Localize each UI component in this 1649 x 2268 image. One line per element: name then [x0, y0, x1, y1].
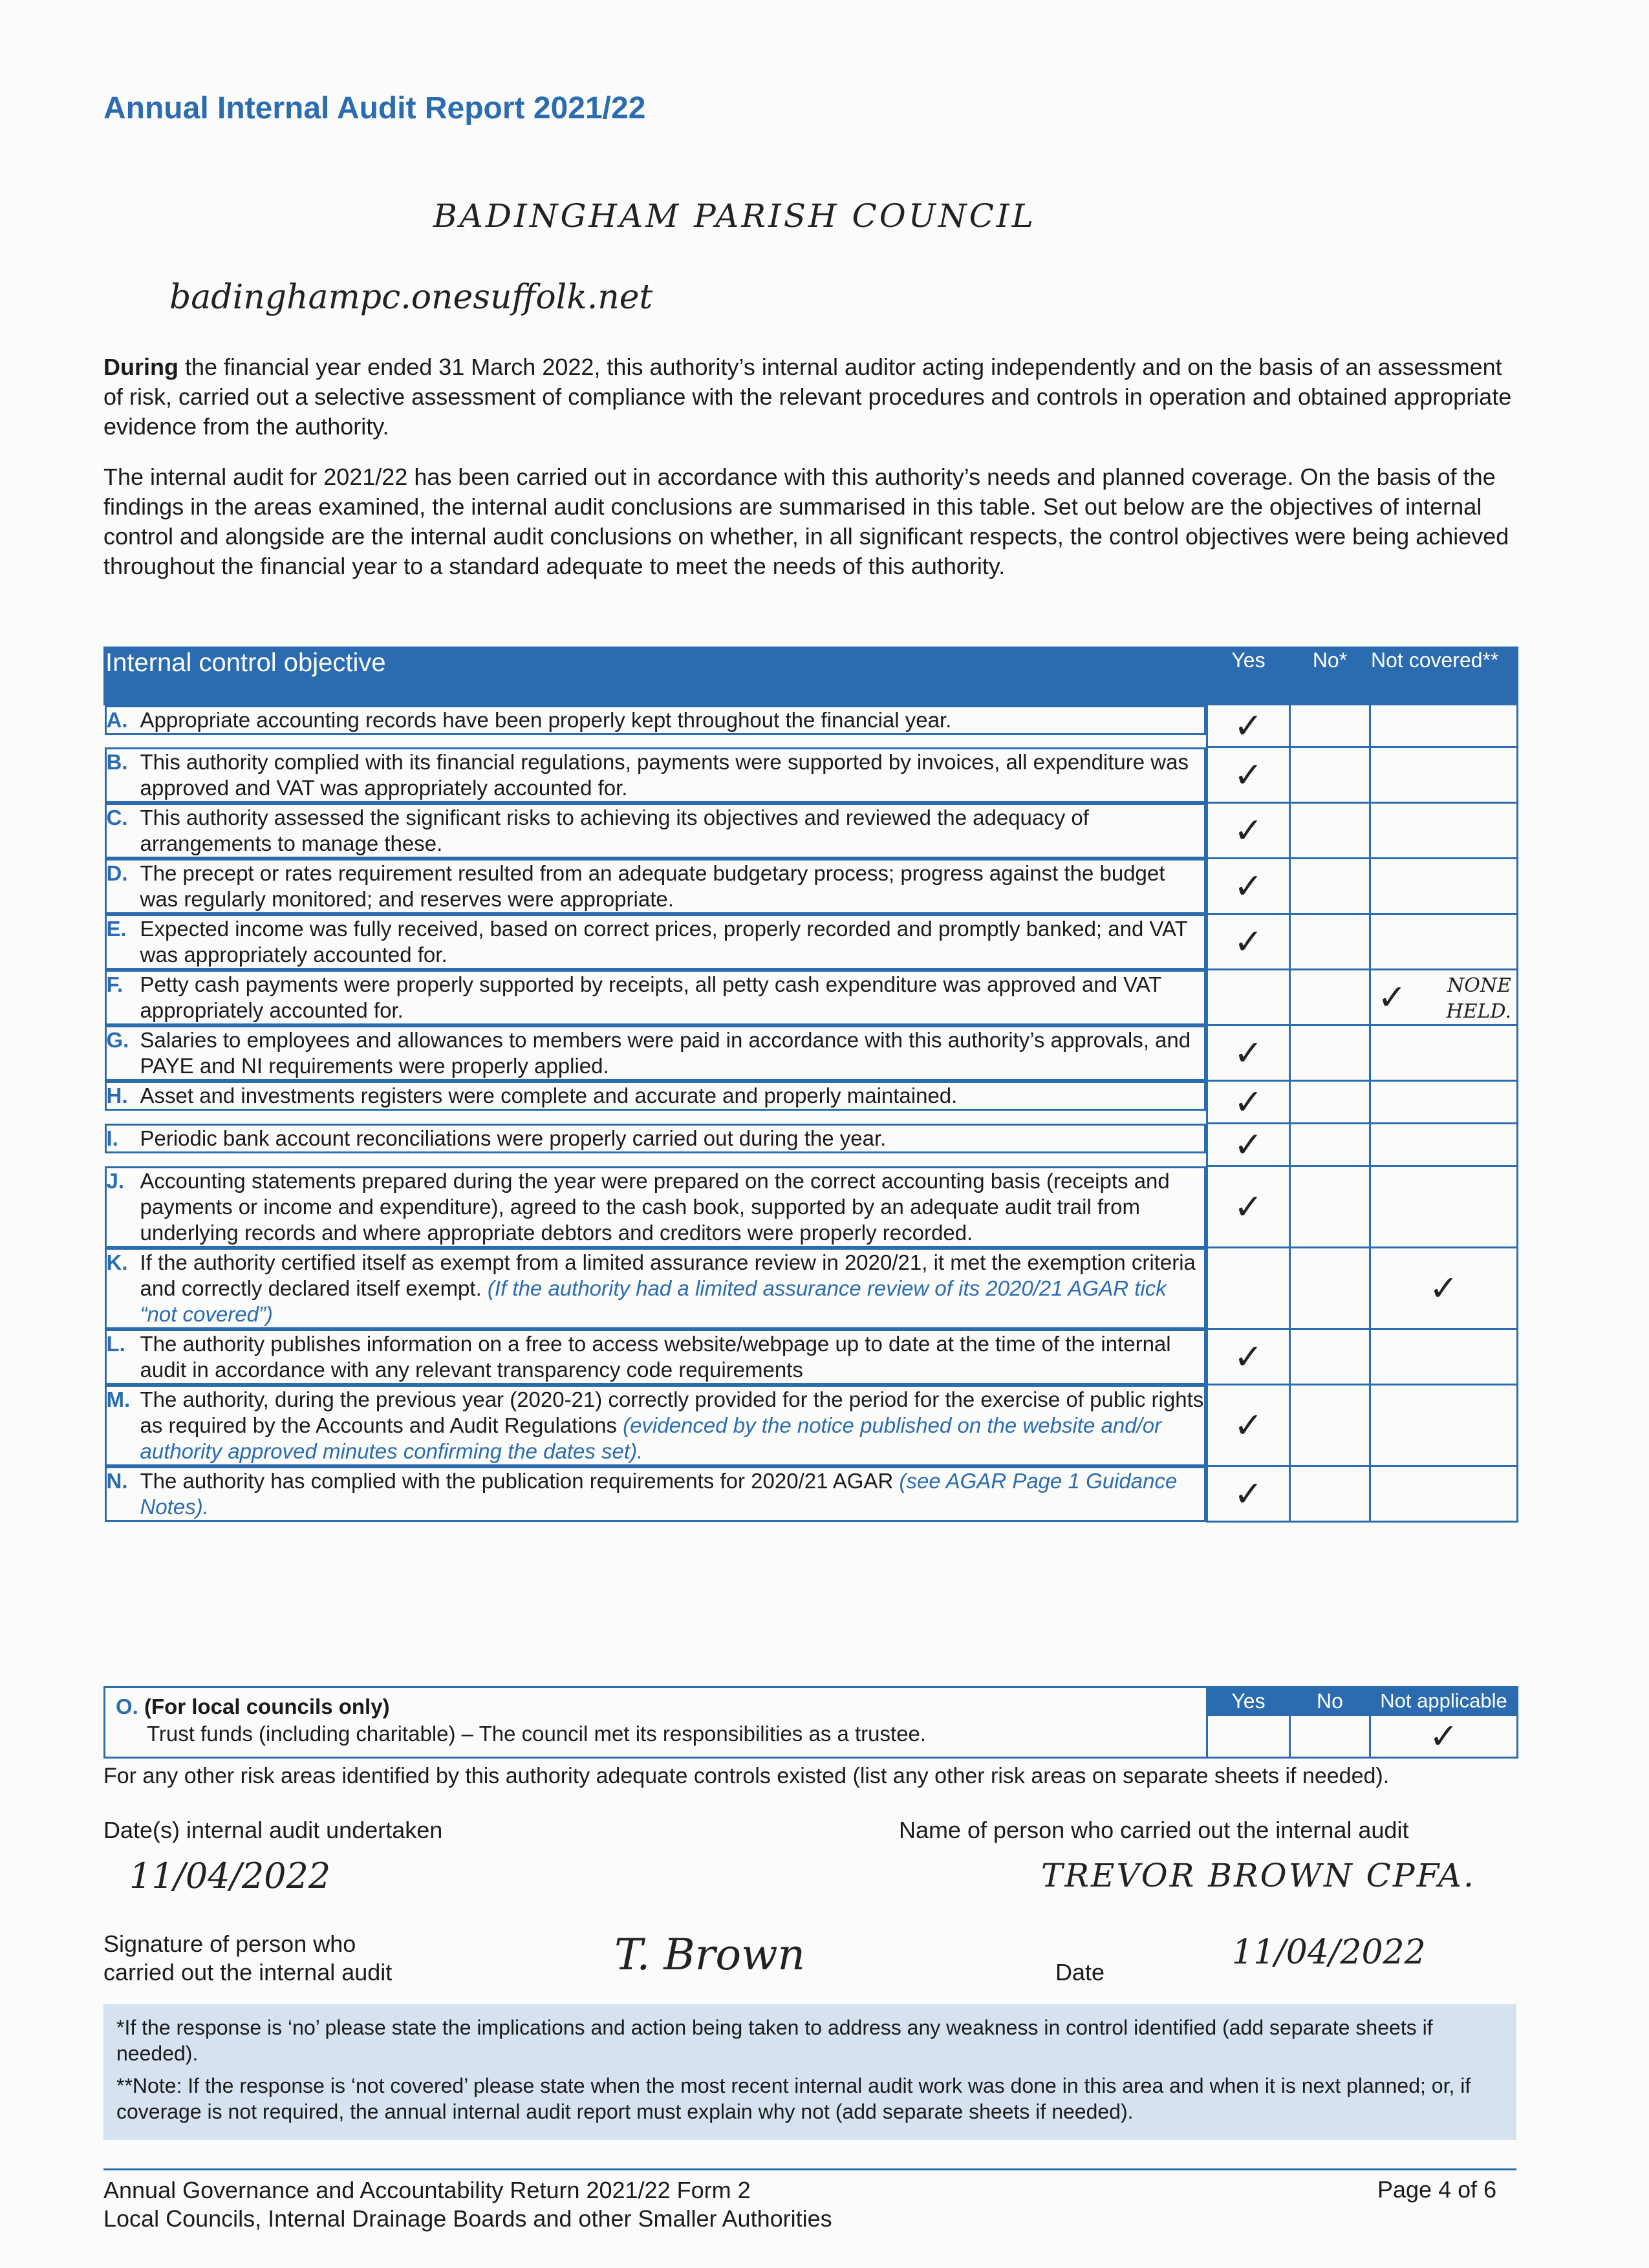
- answer-cell-yes[interactable]: [1207, 1025, 1290, 1081]
- control-text: The authority publishes information on a free to access website/webpage up to date at the time of the internal audit in accordance with any relevant transparency code requirements: [140, 1331, 1171, 1382]
- answer-cell-yes[interactable]: [1207, 859, 1290, 914]
- control-letter: J.: [106, 1168, 125, 1193]
- authority-website: badinghampc.onesuffolk.net: [169, 278, 653, 317]
- header-not-covered: Not covered**: [1370, 648, 1518, 705]
- answer-cell-yes[interactable]: [1207, 1081, 1290, 1124]
- signature-label: [103, 1930, 392, 1987]
- authority-name: BADINGHAM PARISH COUNCIL: [433, 197, 1036, 235]
- control-text-wrap: [140, 1387, 1205, 1464]
- control-objective: [105, 1385, 1207, 1466]
- row-o-header-na: Not applicable: [1370, 1687, 1518, 1715]
- control-text: Expected income was fully received, based on correct prices, properly recorded and promptly banked; and VAT was appropriately accounted for.: [140, 916, 1188, 967]
- row-o-no-cell[interactable]: [1290, 1715, 1370, 1758]
- answer-cell-yes[interactable]: [1207, 1124, 1290, 1166]
- control-letter: H.: [106, 1083, 128, 1107]
- answer-cell-no[interactable]: [1290, 747, 1370, 803]
- intro-lead: During: [103, 354, 178, 380]
- answer-cell-nc[interactable]: [1370, 1081, 1518, 1124]
- control-row: [105, 859, 1518, 914]
- check-mark-icon: ✓: [1233, 1405, 1264, 1446]
- control-text: Asset and investments registers were complete and accurate and properly maintained.: [140, 1083, 958, 1107]
- footer-line2: Local Councils, Internal Drainage Boards and other Smaller Authorities: [103, 2205, 832, 2232]
- handwritten-note: NONE HELD.: [1446, 974, 1511, 1023]
- header-no: No*: [1290, 648, 1370, 705]
- check-mark-icon: ✓: [1233, 810, 1264, 851]
- control-note: (evidenced by the notice published on the website and/or authority approved minutes confirming the dates set).: [140, 1413, 1162, 1463]
- answer-cell-nc[interactable]: [1370, 803, 1518, 859]
- answer-cell-no[interactable]: [1290, 1385, 1370, 1466]
- answer-cell-no[interactable]: [1290, 803, 1370, 859]
- control-text-wrap: [140, 972, 1205, 1023]
- check-mark-icon: ✓: [1233, 921, 1264, 962]
- check-mark-icon: ✓: [1233, 866, 1264, 906]
- answer-cell-no[interactable]: [1290, 914, 1370, 970]
- answer-cell-no[interactable]: [1290, 1466, 1370, 1522]
- control-text: The authority has complied with the publication requirements for 2020/21 AGAR: [140, 1468, 900, 1493]
- row-o-objective: [105, 1687, 1207, 1758]
- row-o-header-no: No: [1290, 1687, 1370, 1715]
- control-objective: [105, 1124, 1207, 1153]
- control-letter: E.: [106, 916, 127, 941]
- answer-cell-nc[interactable]: [1370, 1166, 1518, 1248]
- control-text-wrap: [140, 805, 1205, 857]
- signature-date-label: Date: [1055, 1959, 1105, 1985]
- control-text: This authority assessed the significant risks to achieving its objectives and reviewed the adequacy of arrangements to manage these.: [140, 805, 1089, 855]
- control-text-wrap: [140, 1168, 1205, 1246]
- check-mark-icon: ✓: [1233, 1124, 1264, 1165]
- control-letter: B.: [106, 749, 128, 774]
- page-number: Page 4 of 6: [1377, 2176, 1497, 2203]
- control-text-wrap: [140, 1126, 887, 1151]
- footer-divider: [103, 2168, 1516, 2170]
- answer-cell-nc[interactable]: [1370, 705, 1518, 747]
- row-o-na-cell[interactable]: [1370, 1715, 1518, 1758]
- control-letter: M.: [106, 1387, 131, 1411]
- control-text-wrap: [140, 1083, 958, 1109]
- answer-cell-nc[interactable]: [1370, 970, 1518, 1025]
- trust-funds-table: [103, 1686, 1518, 1759]
- control-text: Salaries to employees and allowances to members were paid in accordance with this authority’s approvals, and PAYE and NI requirements were properly applied.: [140, 1027, 1191, 1078]
- control-row: [105, 1329, 1518, 1385]
- control-row: [105, 1124, 1518, 1166]
- control-text: If the authority certified itself as exempt from a limited assurance review in 2020/21, it met the exemption criteria and correctly declared itself exempt.: [140, 1250, 1196, 1300]
- row-o-yes-cell[interactable]: [1207, 1715, 1290, 1758]
- control-objective: [105, 1248, 1207, 1329]
- other-risk-text: For any other risk areas identified by this authority adequate controls existed (list any other risk areas on separate sheets if needed).: [103, 1764, 1390, 1788]
- control-text-wrap: [140, 749, 1205, 801]
- footer-text: [103, 2176, 832, 2233]
- control-objective: [105, 1081, 1207, 1111]
- audit-dates-label: Date(s) internal audit undertaken: [103, 1817, 443, 1843]
- auditor-name-value[interactable]: TREVOR BROWN CPFA.: [1041, 1857, 1476, 1894]
- control-objective: [105, 1466, 1207, 1522]
- control-row: [105, 705, 1518, 747]
- answer-cell-no[interactable]: [1290, 859, 1370, 914]
- check-mark-icon: ✓: [1233, 1082, 1264, 1122]
- control-text-wrap: [140, 1331, 1205, 1383]
- answer-cell-no[interactable]: [1290, 970, 1370, 1025]
- check-mark-icon: ✓: [1233, 754, 1264, 795]
- control-text-wrap: [140, 1250, 1205, 1327]
- control-text-wrap: [140, 1468, 1205, 1520]
- check-mark-icon: ✓: [1377, 977, 1407, 1018]
- footer-line1: Annual Governance and Accountability Return 2021/22 Form 2: [103, 2177, 751, 2203]
- control-text-wrap: [140, 1027, 1205, 1079]
- footnote-not-covered: **Note: If the response is ‘not covered’ please state when the most recent internal audit work was done in this area and when it is next planned; or, if coverage is not required, the annual internal audit report must explain why not (add separate sheets if needed).: [116, 2074, 1471, 2123]
- row-o-letter: O.: [116, 1695, 138, 1718]
- control-objective: [105, 914, 1207, 970]
- control-letter: G.: [106, 1027, 129, 1052]
- control-letter: K.: [106, 1250, 128, 1274]
- header-yes: Yes: [1207, 648, 1290, 705]
- control-text-wrap: [140, 707, 952, 733]
- row-o-title: (For local councils only): [144, 1695, 390, 1718]
- footnotes-box: [103, 2004, 1516, 2140]
- control-objective: [105, 1329, 1207, 1385]
- answer-cell-yes[interactable]: [1207, 1385, 1290, 1466]
- control-letter: F.: [106, 972, 124, 996]
- answer-cell-yes[interactable]: [1207, 1329, 1290, 1385]
- check-mark-icon: ✓: [1233, 1186, 1264, 1227]
- audit-dates-value[interactable]: 11/04/2022: [129, 1856, 331, 1896]
- answer-cell-nc[interactable]: [1370, 1025, 1518, 1081]
- signature-label-line2: carried out the internal audit: [103, 1959, 393, 1985]
- control-text: Petty cash payments were properly supported by receipts, all petty cash expenditure was approved and VAT appropriately accounted for.: [140, 972, 1161, 1022]
- answer-cell-no[interactable]: [1290, 705, 1370, 747]
- answer-cell-yes[interactable]: [1207, 1166, 1290, 1248]
- control-letter: C.: [106, 805, 128, 829]
- answer-cell-nc[interactable]: [1370, 914, 1518, 970]
- control-letter: D.: [106, 861, 128, 885]
- signature-label-line1: Signature of person who: [103, 1931, 356, 1957]
- intro-paragraph-1: [103, 352, 1520, 442]
- answer-cell-yes[interactable]: [1207, 747, 1290, 803]
- answer-cell-nc[interactable]: [1370, 747, 1518, 803]
- control-text: The precept or rates requirement resulted from an adequate budgetary process; progress against the budget was regularly monitored; and reserves were appropriate.: [140, 861, 1165, 911]
- control-row: [105, 1025, 1518, 1081]
- answer-cell-nc[interactable]: [1370, 1248, 1518, 1329]
- control-objective: [105, 1166, 1207, 1248]
- answer-cell-yes[interactable]: [1207, 803, 1290, 859]
- control-row: [105, 803, 1518, 859]
- auditor-name-label: Name of person who carried out the internal audit: [899, 1817, 1409, 1843]
- answer-cell-no[interactable]: [1290, 1025, 1370, 1081]
- control-text: Periodic bank account reconciliations were properly carried out during the year.: [140, 1126, 887, 1150]
- intro-paragraph-2: The internal audit for 2021/22 has been carried out in accordance with this authority’s needs and planned coverage. On the basis of the findings in the areas examined, the internal audit conclusions are summarised in this table. Set out below are the objectives of internal control and alongside are the internal audit conclusions on whether, in all significant respects, the control objectives were being achieved throughout the financial year to a standard adequate to meet the needs of this authority.: [103, 464, 1509, 579]
- answer-cell-no[interactable]: [1290, 1124, 1370, 1166]
- answer-cell-yes[interactable]: [1207, 914, 1290, 970]
- answer-cell-no[interactable]: [1290, 1248, 1370, 1329]
- answer-cell-no[interactable]: [1290, 1081, 1370, 1124]
- control-text: This authority complied with its financial regulations, payments were supported by invoices, all expenditure was approved and VAT was appropriately accounted for.: [140, 749, 1189, 800]
- control-objective: [105, 970, 1207, 1025]
- check-mark-icon: ✓: [1233, 1032, 1264, 1073]
- control-note: (If the authority had a limited assurance review of its 2020/21 AGAR tick “not covered”): [140, 1276, 1167, 1326]
- control-letter: A.: [106, 708, 128, 732]
- control-objective: [105, 705, 1207, 735]
- check-mark-icon: ✓: [1428, 1268, 1459, 1309]
- header-objective: Internal control objective: [105, 648, 1207, 705]
- control-row: [105, 1248, 1518, 1329]
- control-text: Appropriate accounting records have been properly kept throughout the financial year.: [140, 708, 952, 732]
- control-note: (see AGAR Page 1 Guidance Notes).: [140, 1468, 1178, 1519]
- control-row: [105, 747, 1518, 803]
- control-text-wrap: [140, 861, 1205, 912]
- answer-cell-no[interactable]: [1290, 1329, 1370, 1385]
- internal-control-table: [103, 647, 1518, 1523]
- control-row: [105, 1466, 1518, 1522]
- page-title: Annual Internal Audit Report 2021/22: [103, 91, 646, 125]
- control-row: [105, 1385, 1518, 1466]
- control-letter: I.: [106, 1126, 118, 1150]
- answer-cell-nc[interactable]: [1370, 1124, 1518, 1166]
- control-row: [105, 1166, 1518, 1248]
- intro-text: the financial year ended 31 March 2022, this authority’s internal auditor acting independently and on the basis of an assessment of risk, carried out a selective assessment of compliance with the relevant procedures and controls in operation and obtained appropriate evidence from the authority.: [103, 354, 1512, 440]
- answer-cell-yes[interactable]: [1207, 1466, 1290, 1522]
- control-row: [105, 914, 1518, 970]
- control-letter: N.: [106, 1468, 128, 1493]
- answer-cell-nc[interactable]: [1370, 1329, 1518, 1385]
- control-text-wrap: [140, 916, 1205, 968]
- answer-cell-yes[interactable]: [1207, 1248, 1290, 1329]
- row-o-header-yes: Yes: [1207, 1687, 1290, 1715]
- check-mark-icon: ✓: [1233, 1336, 1264, 1377]
- check-mark-icon: ✓: [1428, 1716, 1459, 1757]
- signature-date-value[interactable]: 11/04/2022: [1232, 1933, 1426, 1972]
- control-objective: [105, 803, 1207, 859]
- control-text: Accounting statements prepared during the year were prepared on the correct accounting basis (receipts and payments or income and expenditure), agreed to the cash book, supported by an adequate audit trail from underlying records and where appropriate debtors and creditors were properly recorded.: [140, 1168, 1170, 1245]
- control-objective: [105, 747, 1207, 803]
- control-letter: L.: [106, 1331, 125, 1356]
- control-objective: [105, 1025, 1207, 1081]
- answer-cell-yes[interactable]: [1207, 970, 1290, 1025]
- answer-cell-nc[interactable]: [1370, 1466, 1518, 1522]
- control-row: [105, 1081, 1518, 1124]
- signature-value[interactable]: T. Brown: [614, 1930, 806, 1980]
- control-row: [105, 970, 1518, 1025]
- row-o-text: Trust funds (including charitable) – The council met its responsibilities as a trustee.: [147, 1722, 927, 1746]
- answer-cell-nc[interactable]: [1370, 1385, 1518, 1466]
- answer-cell-yes[interactable]: [1207, 705, 1290, 747]
- control-objective: [105, 859, 1207, 914]
- control-text: The authority, during the previous year (2020-21) correctly provided for the period for the exercise of public rights as required by the Accounts and Audit Regulations: [140, 1387, 1204, 1437]
- answer-cell-nc[interactable]: [1370, 859, 1518, 914]
- footnote-no: *If the response is ‘no’ please state the implications and action being taken to address any weakness in control identified (add separate sheets if needed).: [116, 2016, 1433, 2065]
- check-mark-icon: ✓: [1233, 705, 1264, 746]
- answer-cell-no[interactable]: [1290, 1166, 1370, 1248]
- check-mark-icon: ✓: [1233, 1473, 1264, 1514]
